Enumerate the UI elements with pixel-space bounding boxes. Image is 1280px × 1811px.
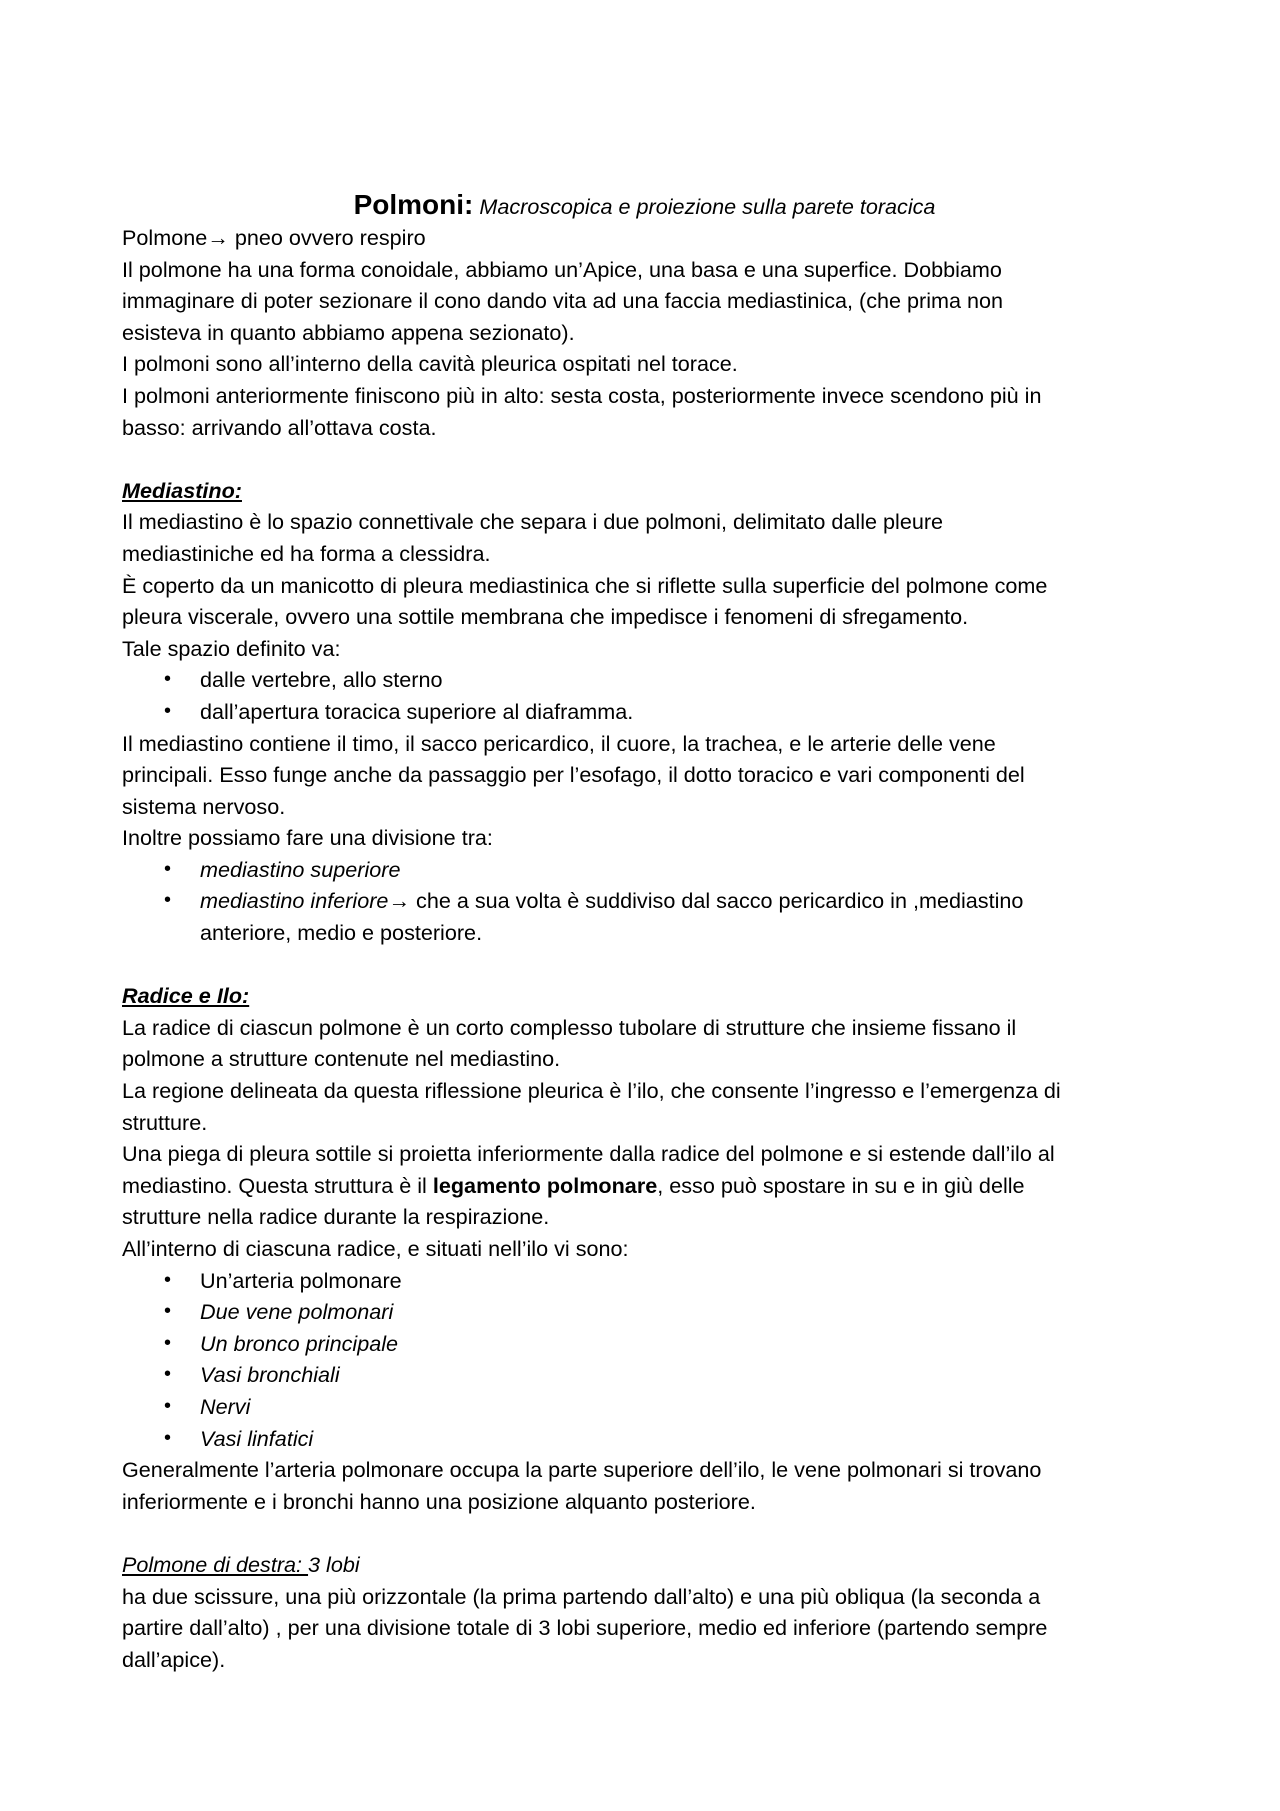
heading-suffix: 3 lobi xyxy=(308,1551,360,1577)
radice-line-6 xyxy=(122,1170,1167,1202)
section-heading-mediastino xyxy=(122,475,1167,507)
intro-line-7: basso: arrivando all’ottava costa. xyxy=(122,414,437,440)
list-item xyxy=(122,1391,1167,1423)
mediastino-line-7: principali. Esso funge anche da passaggio per l’esofago, il dotto toracico e vari componenti del xyxy=(122,762,1025,788)
destra-line-1: ha due scissure, una più orizzontale (la prima partendo dall’alto) e una più obliqua (la seconda a xyxy=(122,1583,1041,1609)
list-item xyxy=(122,1423,1167,1455)
section-heading-radice xyxy=(122,980,1167,1012)
mediastino-line-4: pleura viscerale, ovvero una sottile membrana che impedisce i fenomeni di sfregamento. xyxy=(122,604,969,630)
mediastino-line-9: Inoltre possiamo fare una divisione tra: xyxy=(122,825,493,851)
mediastino-line-3: È coperto da un manicotto di pleura mediastinica che si riflette sulla superficie del polmone come xyxy=(122,572,1048,598)
bullet-icon: • xyxy=(164,1363,172,1386)
destra-line-2: partire dall’alto) , per una divisione totale di 3 lobi superiore, medio ed inferiore (partendo sempre xyxy=(122,1615,1048,1641)
intro-word: Polmone xyxy=(122,225,208,250)
title-subtitle: Macroscopica e proiezione sulla parete toracica xyxy=(479,194,936,219)
page-title xyxy=(122,188,1167,222)
intro-line-4: esisteva in quanto abbiamo appena sezionato). xyxy=(122,319,575,345)
list-item-text: Nervi xyxy=(200,1393,251,1419)
bullet-icon: • xyxy=(164,889,172,912)
list-item-text: Vasi bronchiali xyxy=(200,1362,340,1388)
mediastino-line-8: sistema nervoso. xyxy=(122,793,286,819)
radice-line-2: polmone a strutture contenute nel mediastino. xyxy=(122,1046,561,1072)
heading-text: Radice e Ilo: xyxy=(122,983,250,1009)
list-item-text: mediastino inferiore xyxy=(200,888,389,914)
list-item xyxy=(122,696,1167,728)
radice-line-1: La radice di ciascun polmone è un corto complesso tubolare di strutture che insieme fissano il xyxy=(122,1014,1017,1040)
spacer xyxy=(122,949,1167,981)
heading-text: Mediastino: xyxy=(122,477,242,503)
arrow-icon: → xyxy=(207,225,229,250)
list-item xyxy=(122,1296,1167,1328)
bullet-icon: • xyxy=(164,1300,172,1323)
list-item-text: dalle vertebre, allo sterno xyxy=(200,667,443,693)
radice-text: , esso può spostare in su e in giù delle xyxy=(657,1172,1025,1198)
mediastino-line-5: Tale spazio definito va: xyxy=(122,635,341,661)
list-item-text: Un bronco principale xyxy=(200,1330,399,1356)
bullet-icon: • xyxy=(164,1268,172,1291)
intro-line-6: I polmoni anteriormente finiscono più in alto: sesta costa, posteriormente invece scendono più in xyxy=(122,382,1042,408)
list-item xyxy=(122,664,1167,696)
list-item-text: Un’arteria polmonare xyxy=(200,1267,402,1293)
bullet-icon: • xyxy=(164,857,172,880)
list-item xyxy=(122,1328,1167,1360)
list-item-text: mediastino superiore xyxy=(200,856,401,882)
list-item-text: Due vene polmonari xyxy=(200,1299,394,1325)
heading-text: Polmone di destra: xyxy=(122,1551,309,1577)
radice-line-7: strutture nella radice durante la respirazione. xyxy=(122,1204,550,1230)
intro-text: pneo ovvero respiro xyxy=(228,225,426,250)
radice-line-4: strutture. xyxy=(122,1109,208,1135)
intro-line-5: I polmoni sono all’interno della cavità pleurica ospitati nel torace. xyxy=(122,351,738,377)
list-item xyxy=(122,1359,1167,1391)
bullet-icon: • xyxy=(164,1331,172,1354)
intro-line-1 xyxy=(122,222,1167,254)
radice-line-9: Generalmente l’arteria polmonare occupa la parte superiore dell’ilo, le vene polmonari si trovano xyxy=(122,1457,1042,1483)
list-item-text: Vasi linfatici xyxy=(200,1425,314,1451)
arrow-icon: → xyxy=(388,888,411,914)
list-item xyxy=(122,885,1167,917)
mediastino-line-6: Il mediastino contiene il timo, il sacco pericardico, il cuore, la trachea, e le arterie delle vene xyxy=(122,730,996,756)
title-main: Polmoni: xyxy=(353,189,474,220)
spacer xyxy=(122,1517,1167,1549)
radice-line-3: La regione delineata da questa riflessione pleurica è l’ilo, che consente l’ingresso e l’emergenza di xyxy=(122,1078,1061,1104)
bullet-icon: • xyxy=(164,668,172,691)
bullet-icon: • xyxy=(164,1394,172,1417)
spacer xyxy=(122,443,1167,475)
radice-text: mediastino. Questa struttura è il xyxy=(122,1172,433,1198)
list-item xyxy=(122,1265,1167,1297)
intro-line-3: immaginare di poter sezionare il cono dando vita ad una faccia mediastinica, (che prima non xyxy=(122,288,1004,314)
bold-term: legamento polmonare xyxy=(432,1172,658,1198)
mediastino-line-2: mediastiniche ed ha forma a clessidra. xyxy=(122,540,491,566)
radice-line-10: inferiormente e i bronchi hanno una posizione alquanto posteriore. xyxy=(122,1488,756,1514)
list-item-text: dall’apertura toracica superiore al diaframma. xyxy=(200,698,634,724)
radice-line-5: Una piega di pleura sottile si proietta inferiormente dalla radice del polmone e si estende dall’ilo al xyxy=(122,1141,1055,1167)
list-item-continuation: anteriore, medio e posteriore. xyxy=(200,920,483,946)
bullet-icon: • xyxy=(164,1426,172,1449)
list-item-text: che a sua volta è suddiviso dal sacco pericardico in ,mediastino xyxy=(410,888,1024,914)
document-body xyxy=(122,188,1167,1675)
section-heading-destra xyxy=(122,1549,1167,1581)
bullet-icon: • xyxy=(164,699,172,722)
intro-line-2: Il polmone ha una forma conoidale, abbiamo un’Apice, una basa e una superfice. Dobbiamo xyxy=(122,256,1002,282)
destra-line-3: dall’apice). xyxy=(122,1646,226,1672)
list-item xyxy=(122,854,1167,886)
mediastino-line-1: Il mediastino è lo spazio connettivale che separa i due polmoni, delimitato dalle pleure xyxy=(122,509,944,535)
radice-line-8: All’interno di ciascuna radice, e situati nell’ilo vi sono: xyxy=(122,1236,629,1261)
